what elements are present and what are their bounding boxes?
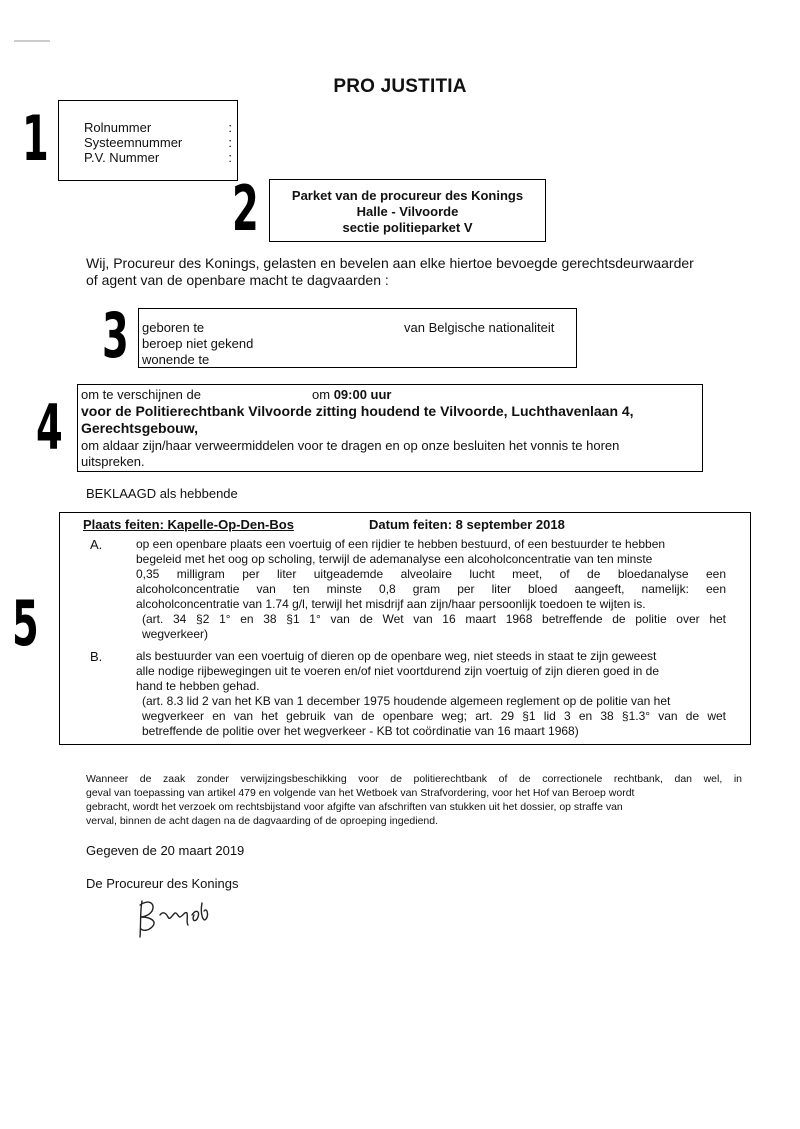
marker-3: 3 <box>102 299 129 372</box>
summons-time <box>312 387 392 402</box>
fact-a-letter: A. <box>90 537 103 552</box>
summons-court-line-1: voor de Politierechtbank Vilvoorde zitting houdend te Vilvoorde, Luchthavenlaan 4, <box>81 403 634 419</box>
marker-4: 4 <box>36 391 63 464</box>
summons-time-value: 09:00 uur <box>333 387 392 402</box>
id-label-rolnummer: Rolnummer <box>84 120 152 135</box>
fact-b-letter: B. <box>90 649 103 664</box>
fact-b-line: alle nodige rijbewegingen uit te voeren en/of niet voortdurend zijn voertuig of zijn dieren goed in de <box>136 664 660 678</box>
fact-b-text <box>136 649 726 739</box>
parket-line-1: Parket van de procureur des Konings <box>291 188 524 203</box>
intro-text <box>86 255 746 289</box>
fact-a-line: op een openbare plaats een voertuig of een rijdier te hebben bestuurd, of een bestuurder te hebben <box>136 537 666 551</box>
notice-line: Wanneer de zaak zonder verwijzingsbeschikking voor de politierechtbank of de correctionele rechtbank, dan wel, in <box>86 773 742 785</box>
parket-box <box>269 179 546 242</box>
fact-b-ref-line: betreffende de politie over het wegverkeer - KB tot coördinatie van 16 maart 1968) <box>142 724 579 738</box>
summons-court-line-2 <box>81 420 198 436</box>
fact-b-line: als bestuurder van een voertuig of dieren op de openbare weg, niet steeds in staat te zijn geweest <box>136 649 657 663</box>
marker-2: 2 <box>232 172 259 245</box>
parket-line-2: Halle - Vilvoorde <box>356 204 459 219</box>
fact-a-text <box>136 537 726 642</box>
summons-appear: om te verschijnen de <box>81 387 201 402</box>
id-label-pv-nummer: P.V. Nummer <box>84 150 160 165</box>
person-profession: beroep niet gekend <box>142 336 254 351</box>
page-title: PRO JUSTITIA <box>333 76 467 97</box>
fact-a-line: alcoholconcentratie van 1.74 g/l, terwijl het misdrijf aan zijn/haar persoonlijk toedoen te wijten is. <box>136 597 646 611</box>
facts-date: Datum feiten: 8 september 2018 <box>369 517 565 532</box>
id-labels <box>84 120 232 165</box>
facts-place: Plaats feiten: Kapelle-Op-Den-Bos <box>83 517 294 532</box>
fact-b-line: hand te hebben gehad. <box>136 679 260 693</box>
person-residence: wonende te <box>142 352 210 367</box>
fact-b-ref-line: (art. 8.3 lid 2 van het KB van 1 december 1975 houdende algemeen reglement op de politie van het <box>142 694 671 708</box>
intro-line-1: Wij, Procureur des Konings, gelasten en bevelen aan elke hiertoe bevoegde gerechtsdeurwaarder <box>86 255 694 271</box>
stray-mark <box>14 40 50 42</box>
summons-box <box>77 384 703 472</box>
notice-line: verval, binnen de acht dagen na de dagvaarding of de oproeping ingediend. <box>86 815 439 827</box>
person-box <box>138 308 577 368</box>
legal-notice <box>86 772 742 828</box>
fact-a-line: begeleid met het oog op scholing, terwijl de ademanalyse een alcoholconcentratie van ten minste <box>136 552 653 566</box>
marker-1: 1 <box>22 102 49 175</box>
id-label-systeemnummer: Systeemnummer <box>84 135 183 150</box>
fact-a-ref-line: (art. 34 §2 1° en 38 §1 1° van de Wet van 16 maart 1968 betreffende de politie over het <box>142 612 726 626</box>
id-box <box>58 100 238 181</box>
notice-line: gebracht, wordt het verzoek om rechtsbijstand voor afgifte van afschriften van stukken uit het dossier, op straffe van <box>86 801 623 813</box>
id-row-systeemnummer <box>84 135 232 150</box>
id-colon: : <box>228 120 232 135</box>
id-colon: : <box>228 135 232 150</box>
id-colon: : <box>228 150 232 165</box>
summons-defense-line-2: uitspreken. <box>81 454 145 469</box>
fact-a-ref-line: wegverkeer) <box>142 627 209 641</box>
parket-line-3: sectie politieparket V <box>342 220 473 235</box>
id-row-rolnummer <box>84 120 232 135</box>
signature <box>130 893 220 943</box>
id-row-pv-nummer <box>84 150 232 165</box>
signatory: De Procureur des Konings <box>86 876 239 891</box>
summons-court-building: Gerechtsgebouw <box>81 420 195 436</box>
fact-a-line: 0,35 milligram per liter uitgeademde alveolaire lucht meet, of de bloedanalyse een <box>136 567 726 581</box>
person-nationality: van Belgische nationaliteit <box>404 320 555 335</box>
notice-line: geval van toepassing van artikel 479 en volgende van het Wetboek van Strafvordering, voor het Hof van Beroep wordt <box>86 787 635 799</box>
given-date: Gegeven de 20 maart 2019 <box>86 843 245 858</box>
summons-defense-line-1: om aldaar zijn/haar verweermiddelen voor te dragen en op onze besluiten het vonnis te horen <box>81 438 620 453</box>
fact-b-ref-line: wegverkeer en van het gebruik van de openbare weg; art. 29 §1 lid 3 en 38 §1.3° van de wet <box>142 709 726 723</box>
accused-label: BEKLAAGD als hebbende <box>86 486 238 501</box>
summons-time-prefix: om <box>312 387 331 402</box>
intro-line-2: of agent van de openbare macht te dagvaarden : <box>86 272 389 288</box>
fact-b-ref <box>142 694 726 739</box>
marker-5: 5 <box>12 587 39 660</box>
summons-court-comma: , <box>194 420 198 436</box>
fact-a-ref <box>142 612 726 642</box>
parket-lines <box>270 188 545 236</box>
facts-box <box>59 512 751 745</box>
fact-a-line: alcoholconcentratie van ten minste 0,8 gram per liter bloed aangeeft, namelijk: een <box>136 582 726 596</box>
person-born: geboren te <box>142 320 205 335</box>
